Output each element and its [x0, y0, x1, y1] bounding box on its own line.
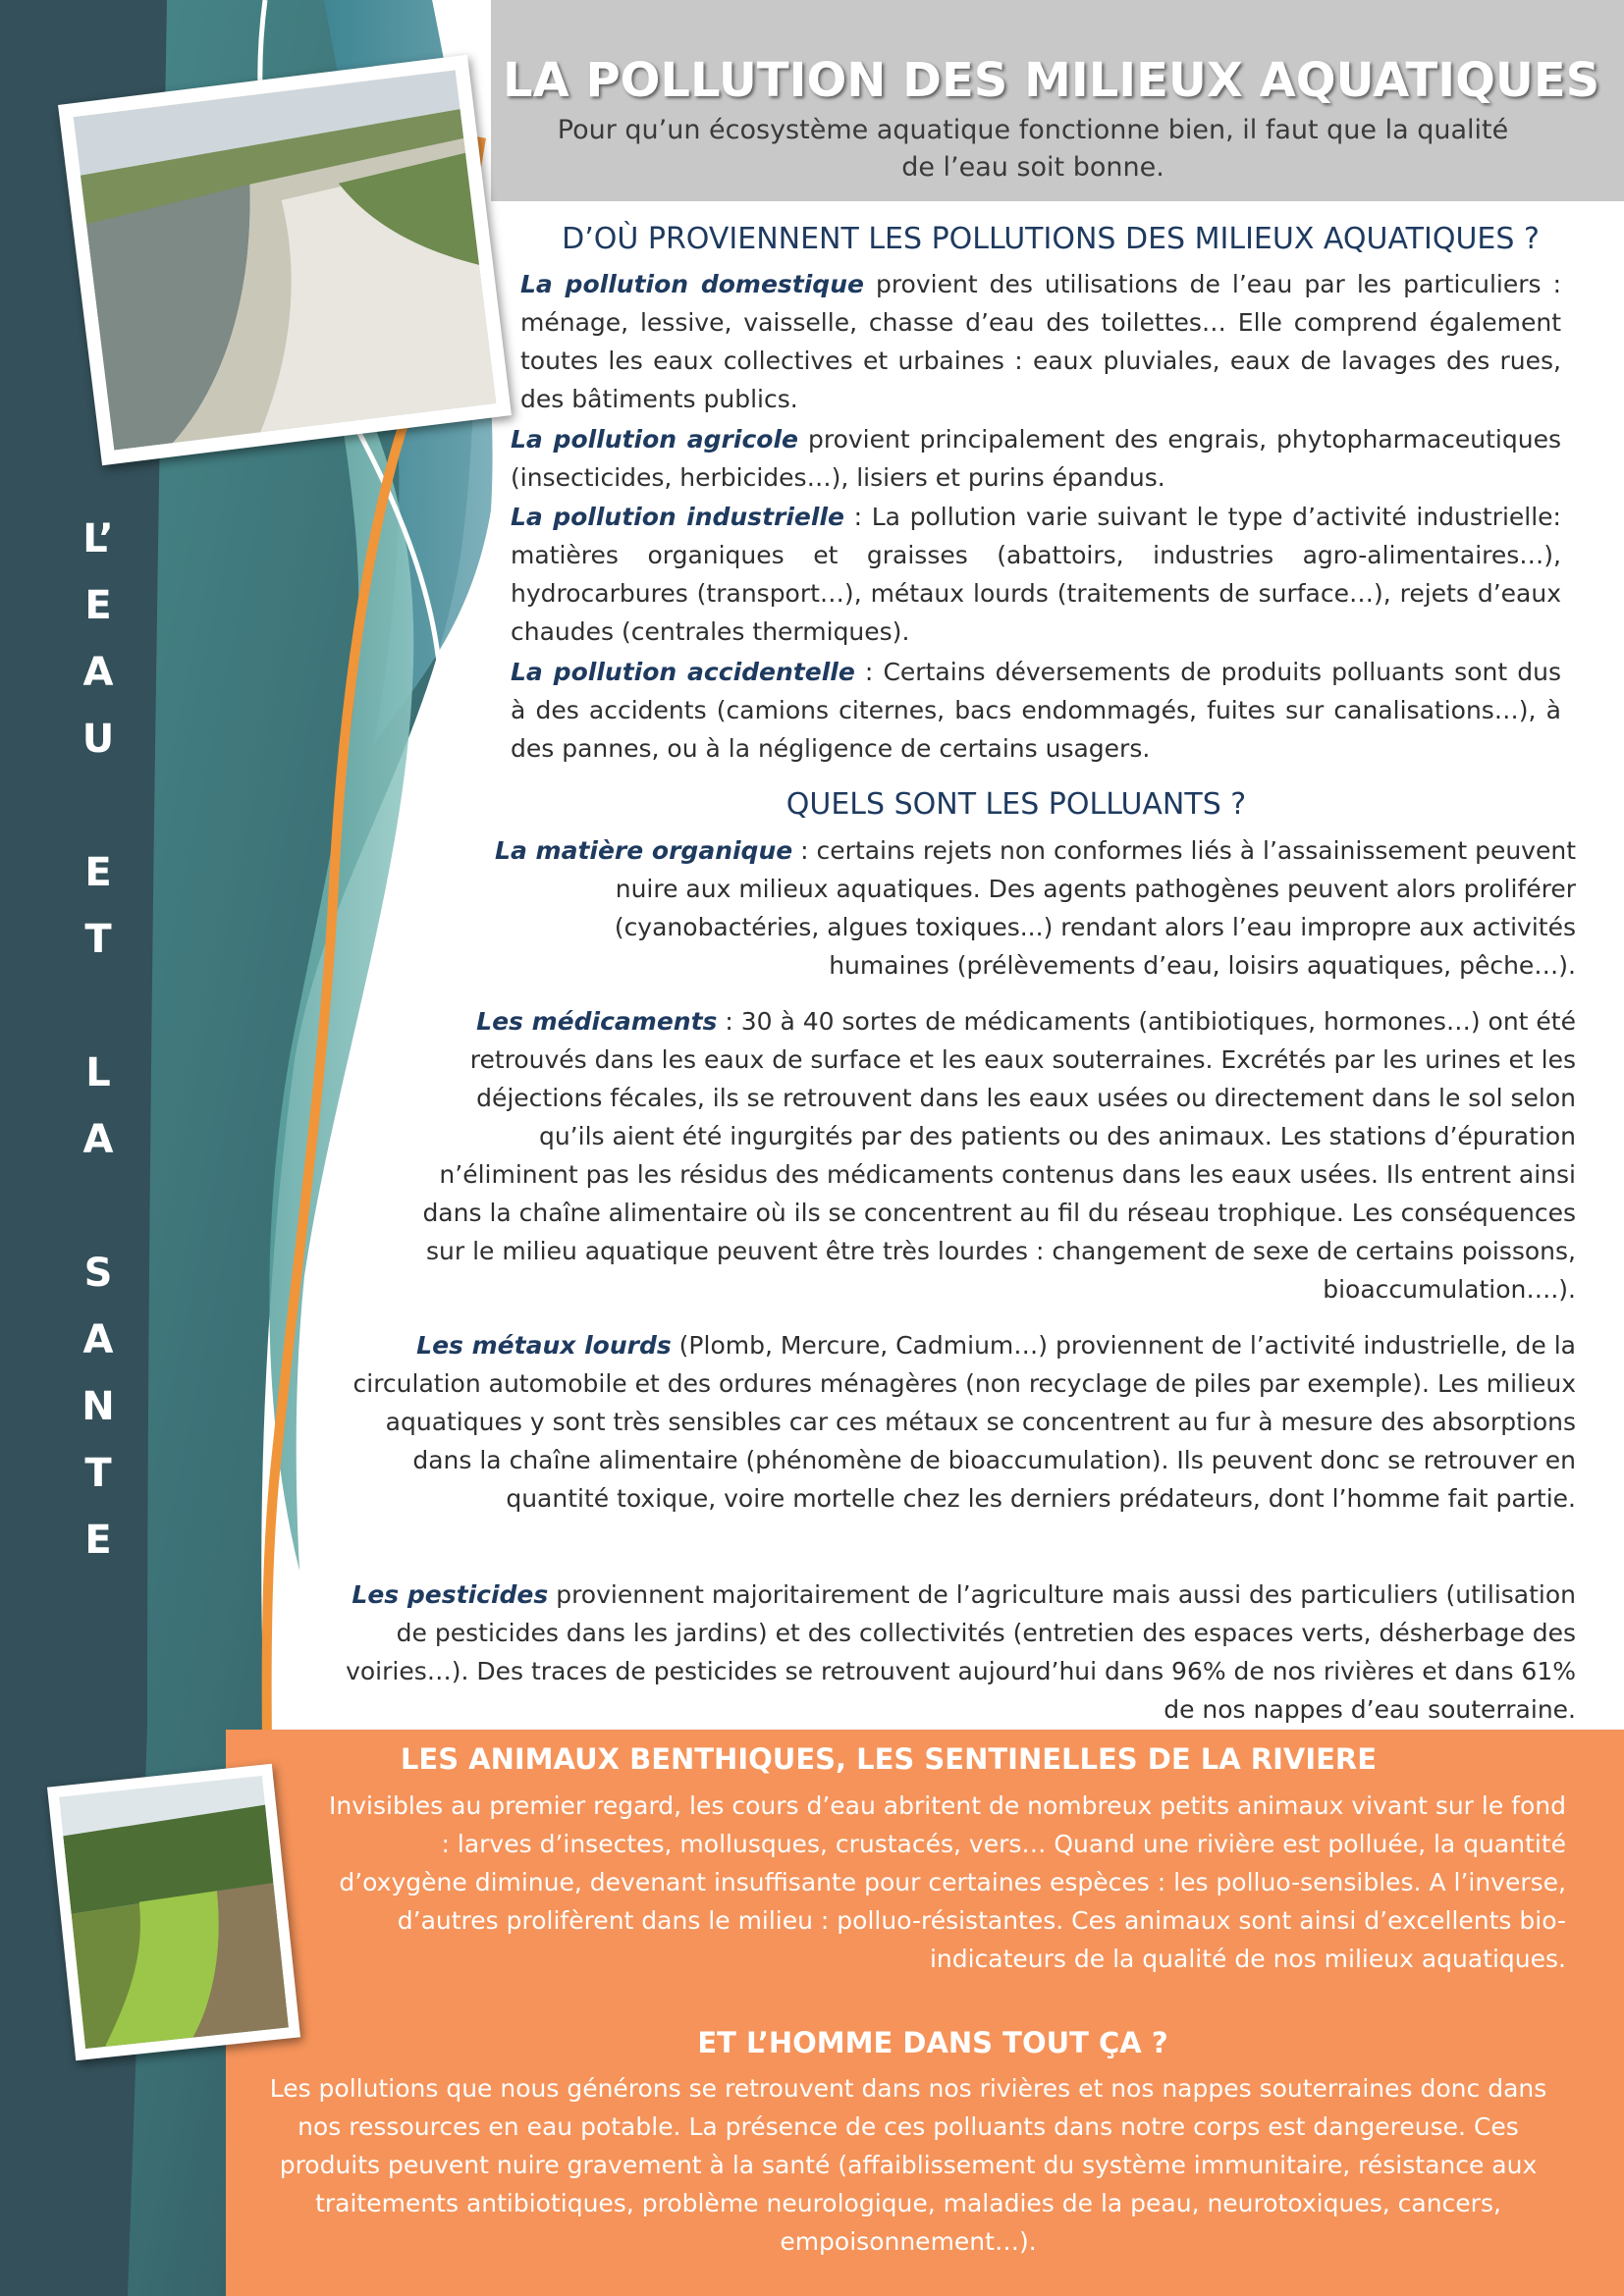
paragraph-organique [491, 831, 1576, 985]
section-title-sources: D’OÙ PROVIENNENT LES POLLUTIONS DES MILIEUX AQUATIQUES ? [562, 222, 1540, 256]
side-title-letter: E [84, 583, 112, 628]
paragraph-industrielle [511, 498, 1561, 651]
term-pesticides: Les pesticides [352, 1580, 549, 1609]
side-title-letter: E [84, 1518, 112, 1563]
polluted-river-photo [58, 55, 512, 465]
text-metaux: (Plomb, Mercure, Cadmium…) proviennent de l’activité industrielle, de la circulation automobile et des ordures ménagères (non recyclage de piles par exemple). Les milieux aquatiques y sont très sensibles car ces métaux se concentrent au fur à mesure des absorptions dans la chaîne alimentaire (phénomène de bioaccumulation). Ils peuvent donc se retrouver en quantité toxique, voire mortelle chez les derniers prédateurs, dont l’homme fait partie. [352, 1331, 1576, 1513]
paragraph-benthiques: Invisibles au premier regard, les cours d’eau abritent de nombreux petits animaux vivant sur le fond : larves d’insectes, mollusques, crustacés, vers… Quand une rivière est polluée, la quantité d’oxygène diminue, devenant insuffisante pour certaines espèces : les polluo-sensibles. A l’inverse, d’autres prolifèrent dans le milieu : polluo-résistantes. Ces animaux sont ainsi d’excellents bio-indicateurs de la qualité de nos milieux aquatiques. [329, 1791, 1566, 1973]
green-river-photo [47, 1764, 300, 2061]
side-title-vertical [59, 506, 137, 1574]
text-organique: : certains rejets non conformes liés à l’assainissement peuvent nuire aux milieux aquatiques. Des agents pathogènes peuvent alors proliférer (cyanobactéries, algues toxiques...) rendant alors l’eau impropre aux activités humaines (prélèvements d’eau, loisirs aquatiques, pêche…). [614, 836, 1576, 980]
section-title-polluants: QUELS SONT LES POLLUANTS ? [785, 787, 1247, 822]
subtitle-line: Pour qu’un écosystème aquatique fonctionne bien, il faut que la qualité [557, 115, 1509, 145]
side-title-letter: L [85, 1050, 111, 1095]
paragraph-agricole [511, 420, 1561, 497]
text-agricole: provient principalement des engrais, phytopharmaceutiques (insecticides, herbicides…), lisiers et purins épandus. [511, 425, 1561, 492]
term-domestique: La pollution domestique [520, 270, 864, 298]
side-title-letter: E [84, 850, 112, 895]
text-medicaments: : 30 à 40 sortes de médicaments (antibiotiques, hormones…) ont été retrouvés dans les eaux de surface et les eaux souterraines. Excrétés par les urines et les déjections fécales, ils se retrouvent dans les eaux usées ou directement dans le sol selon qu’ils aient été ingurgités par des patients ou des animaux. Les stations d’épuration n’éliminent pas les résidus des médicaments contenus dans les eaux usées. Ils entrent ainsi dans la chaîne alimentaire où ils se concentrent au fil du réseau trophique. Les conséquences sur le milieu aquatique peuvent être très lourdes : changement de sexe de certains poissons, bioaccumulation….). [422, 1007, 1576, 1304]
side-title-letter: S [83, 1251, 113, 1296]
side-title-letter [59, 1173, 137, 1240]
page-title: LA POLLUTION DES MILIEUX AQUATIQUES [503, 53, 1600, 108]
section-title-benthiques: LES ANIMAUX BENTHIQUES, LES SENTINELLES DE LA RIVIERE [400, 1742, 1378, 1776]
term-organique: La matière organique [495, 836, 793, 865]
paragraph-medicaments [407, 1002, 1576, 1308]
side-title-letter [59, 973, 137, 1040]
term-medicaments: Les médicaments [476, 1007, 718, 1036]
paragraph-pesticides [314, 1575, 1576, 1729]
paragraph-domestique [520, 265, 1561, 418]
side-title-letter: T [84, 1451, 112, 1496]
side-title-letter [59, 773, 137, 839]
text-domestique: provient des utilisations de l’eau par les particuliers : ménage, lessive, vaisselle, chasse d’eau des toilettes… Elle comprend également toutes les eaux collectives et urbaines : eaux pluviales, eaux de lavages des rues, des bâtiments publics. [520, 270, 1561, 413]
side-title-letter: A [82, 650, 114, 695]
header [503, 51, 1600, 187]
text-accidentelle: : Certains déversements de produits polluants sont dus à des accidents (camions citernes, bacs endommagés, fuites sur canalisations…), à des pannes, ou à la négligence de certains usagers. [511, 658, 1562, 763]
paragraph-accidentelle [511, 653, 1561, 768]
term-metaux: Les métaux lourds [416, 1331, 672, 1360]
term-accidentelle: La pollution accidentelle [511, 658, 855, 686]
page-subtitle [503, 112, 1563, 187]
side-title-letter: U [81, 717, 115, 762]
side-title-letter: N [81, 1384, 115, 1429]
side-title-letter: T [84, 917, 112, 962]
term-industrielle: La pollution industrielle [511, 503, 844, 531]
text-pesticides: proviennent majoritairement de l’agriculture mais aussi des particuliers (utilisation de pesticides dans les jardins) et des collectivités (entretien des espaces verts, désherbage des voiries…). Des traces de pesticides se retrouvent aujourd’hui dans 96% de nos rivières et dans 61% de nos nappes d’eau souterraine. [346, 1580, 1576, 1724]
subtitle-line: de l’eau soit bonne. [901, 152, 1164, 183]
term-agricole: La pollution agricole [511, 425, 798, 454]
side-title-letter: L’ [82, 516, 114, 561]
side-title-letter: A [82, 1317, 114, 1362]
section-title-homme: ET L’HOMME DANS TOUT ÇA ? [697, 2026, 1168, 2059]
side-title-letter: A [82, 1117, 114, 1162]
paragraph-metaux [324, 1326, 1576, 1518]
paragraph-homme: Les pollutions que nous générons se retrouvent dans nos rivières et nos nappes souterraines donc dans nos ressources en eau potable. La présence de ces polluants dans notre corps est dangereuse. Ces produits peuvent nuire gravement à la santé (affaiblissement du système immunitaire, résistance aux traitements antibiotiques, problème neurologique, maladies de la peau, neurotoxiques, cancers, empoisonnement…). [269, 2074, 1547, 2256]
text-industrielle: : La pollution varie suivant le type d’activité industrielle: matières organiques et graisses (abattoirs, industries agro-alimentaires…), hydrocarbures (transport…), métaux lourds (traitements de surface…), rejets d’eaux chaudes (centrales thermiques). [511, 503, 1561, 646]
